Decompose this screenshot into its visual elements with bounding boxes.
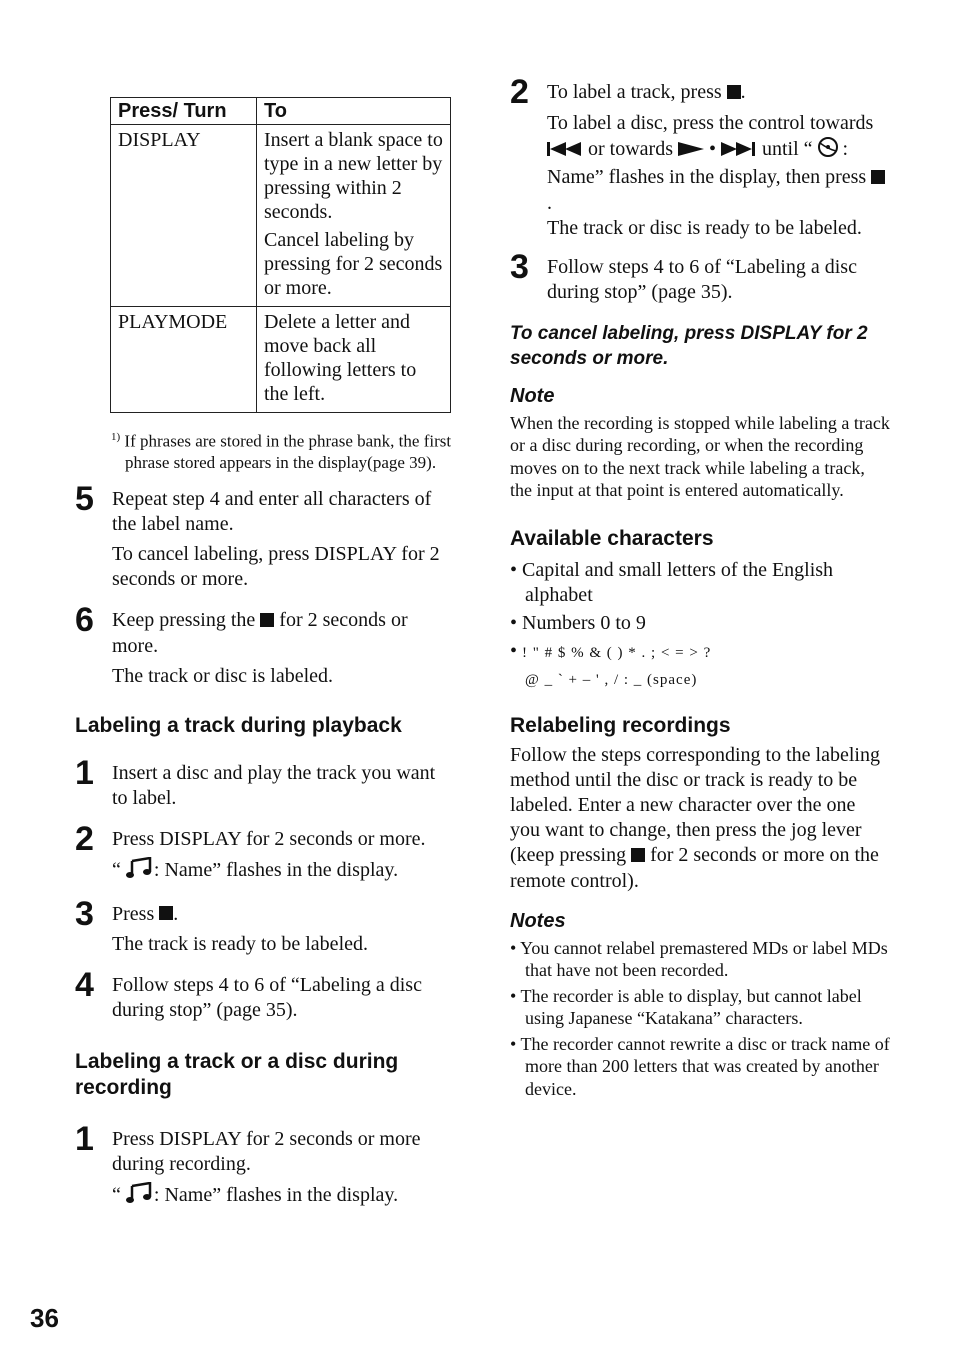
recording-step-2 — [510, 73, 890, 241]
step-number: 5 — [75, 479, 94, 518]
footnote — [111, 427, 455, 473]
step-number: 4 — [75, 966, 94, 1005]
left-column — [75, 97, 455, 1211]
note-title: Note — [510, 384, 555, 407]
table-header-to: To — [257, 98, 451, 125]
stop-square-icon — [631, 844, 645, 869]
step-text: Repeat step 4 and enter all characters of the label name. — [112, 487, 432, 535]
recording-step-1 — [75, 1120, 455, 1211]
step-5 — [75, 479, 455, 592]
previous-track-icon — [547, 138, 583, 163]
section-heading-playback: Labeling a track during playback — [75, 713, 402, 737]
section-heading-recording: Labeling a track or a disc during recording — [75, 1050, 399, 1100]
footnote-mark: 1) — [111, 431, 121, 443]
step-text: The track or disc is labeled. — [112, 664, 334, 687]
step-number: 2 — [510, 73, 529, 111]
step-text: To label a track, press . — [547, 80, 890, 106]
list-item: • ! " # $ % & ( ) * . ; < = > ? @ _ ` + – ' , / : _ (space) — [510, 639, 712, 688]
notes-title: Notes — [510, 909, 566, 932]
relabeling-text: Follow the steps corresponding to the labeling method until the disc or track is ready to be labeled. Enter a new character over the one you want to change, then press the jog lever (keep pressing for 2 seconds or more on the remote control). — [510, 743, 880, 892]
recording-step-3 — [510, 247, 890, 305]
step-text: Follow steps 4 to 6 of “Labeling a disc during stop” (page 35). — [547, 255, 857, 303]
right-column — [510, 73, 890, 1103]
step-number: 1 — [75, 753, 94, 792]
table-cell-key: DISPLAY — [111, 125, 257, 307]
notes-list — [510, 937, 890, 1101]
symbols-line-2: @ _ ` + – ' , / : _ (space) — [525, 671, 698, 688]
table-cell-text: Insert a blank space to type in a new letter by pressing within 2 seconds. — [264, 129, 443, 223]
note-text: When the recording is stopped while labeling a track or a disc during recording, or when the recording moves on to the next track while labeling a track, the input at that point is entered automatically. — [510, 412, 890, 501]
stop-square-icon — [260, 609, 274, 634]
list-item: • The recorder is able to display, but cannot label using Japanese “Katakana” characters. — [510, 985, 862, 1029]
step-number: 2 — [75, 819, 94, 858]
step-number: 6 — [75, 600, 94, 639]
step-text: Keep pressing the for 2 seconds or more. — [112, 608, 408, 657]
play-icon — [678, 138, 704, 163]
key-function-table — [110, 97, 451, 413]
step-text: Follow steps 4 to 6 of “Labeling a disc during stop” (page 35). — [112, 974, 422, 1022]
next-track-icon — [721, 138, 757, 163]
cancel-instruction: To cancel labeling, press DISPLAY for 2 seconds or more. — [510, 322, 868, 369]
step-text: To label a disc, press the control towards or towards • until “ : Name” flashes in the display, then press . — [547, 111, 890, 216]
table-cell-key: PLAYMODE — [111, 307, 257, 413]
page-number: 36 — [30, 1303, 59, 1333]
step-text: “ : Name” flashes in the display. — [112, 857, 455, 886]
playback-step-4 — [75, 966, 455, 1023]
symbols-line-1: ! " # $ % & ( ) * . ; < = > ? — [522, 644, 712, 661]
table-cell-desc — [257, 307, 451, 413]
table-row — [111, 307, 451, 413]
table-row — [111, 125, 451, 307]
step-6 — [75, 600, 455, 689]
stop-square-icon — [159, 902, 173, 927]
step-text: Insert a disc and play the track you want to label. — [112, 761, 436, 809]
step-text: To cancel labeling, press DISPLAY for 2 seconds or more. — [112, 542, 440, 590]
table-cell-desc — [257, 125, 451, 307]
playback-step-1 — [75, 753, 455, 811]
music-note-icon — [126, 1182, 154, 1211]
available-characters-heading: Available characters — [510, 526, 714, 550]
stop-square-icon — [871, 166, 885, 191]
disc-icon — [813, 136, 843, 165]
stop-square-icon — [727, 81, 741, 106]
step-number: 1 — [75, 1120, 94, 1159]
music-note-icon — [126, 857, 154, 886]
step-text: Press . — [112, 902, 455, 928]
step-text: Press DISPLAY for 2 seconds or more. — [112, 827, 426, 850]
step-text: The track is ready to be labeled. — [112, 933, 368, 956]
step-text: Press DISPLAY for 2 seconds or more during recording. — [112, 1128, 421, 1176]
playback-step-2 — [75, 819, 455, 886]
list-item: • Numbers 0 to 9 — [510, 611, 646, 634]
step-number: 3 — [510, 247, 529, 286]
step-text: The track or disc is ready to be labeled. — [547, 216, 862, 239]
table-header-press: Press/ Turn — [111, 98, 257, 125]
step-text: “ : Name” flashes in the display. — [112, 1182, 455, 1211]
playback-step-3 — [75, 894, 455, 958]
table-cell-text: Cancel labeling by pressing for 2 seconds or more. — [264, 229, 443, 299]
list-item: • The recorder cannot rewrite a disc or track name of more than 200 letters that was created by another device. — [510, 1033, 890, 1099]
table-cell-text: Delete a letter and move back all following letters to the left. — [264, 311, 417, 405]
step-number: 3 — [75, 894, 94, 933]
footnote-text: If phrases are stored in the phrase bank, the first phrase stored appears in the display(page 39). — [124, 431, 452, 472]
list-item: • You cannot relabel premastered MDs or label MDs that have not been recorded. — [510, 937, 888, 981]
relabeling-heading: Relabeling recordings — [510, 713, 731, 737]
available-characters-list — [510, 558, 890, 693]
list-item: • Capital and small letters of the English alphabet — [510, 558, 834, 606]
